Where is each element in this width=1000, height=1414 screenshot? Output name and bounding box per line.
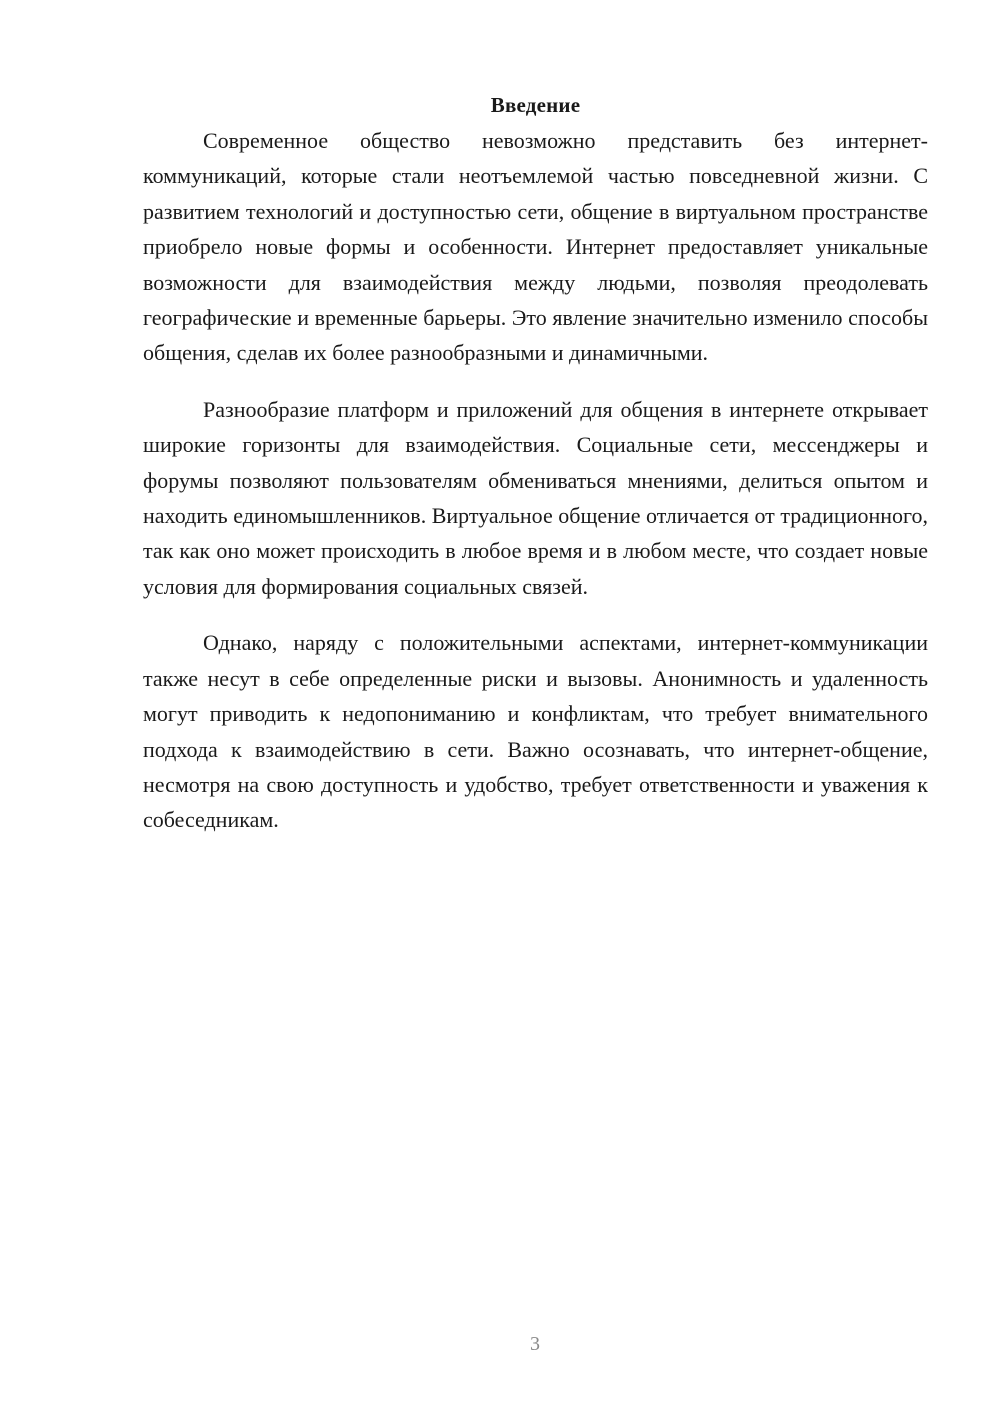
paragraph: Современное общество невозможно представить без интернет-коммуникаций, которые стали неотъемлемой частью повседневной жизни. С развитием технологий и доступностью сети, общение в виртуальном пространстве приобрело новые формы и особенности. Интернет предоставляет уникальные возможности для взаимодействия между людьми, позволяя преодолевать географические и временные барьеры. Это явление значительно изменило способы общения, сделав их более разнообразными и динамичными. bbox=[143, 128, 928, 366]
section-title: Введение bbox=[490, 93, 581, 117]
paragraph: Разнообразие платформ и приложений для общения в интернете открывает широкие горизонты для взаимодействия. Социальные сети, мессенджеры и форумы позволяют пользователям обмениваться мнениями, делиться опытом и находить единомышленников. Виртуальное общение отличается от традиционного, так как оно может происходить в любое время и в любом месте, что создает новые условия для формирования социальных связей. bbox=[143, 396, 928, 599]
page-number: 3 bbox=[530, 1333, 540, 1355]
page-content bbox=[143, 88, 928, 838]
paragraph: Однако, наряду с положительными аспектами, интернет-коммуникации также несут в себе определенные риски и вызовы. Анонимность и удаленность могут приводить к недопониманию и конфликтам, что требует внимательного подхода к взаимодействию в сети. Важно осознавать, что интернет-общение, несмотря на свою доступность и удобство, требует ответственности и уважения к собеседникам. bbox=[143, 630, 928, 833]
